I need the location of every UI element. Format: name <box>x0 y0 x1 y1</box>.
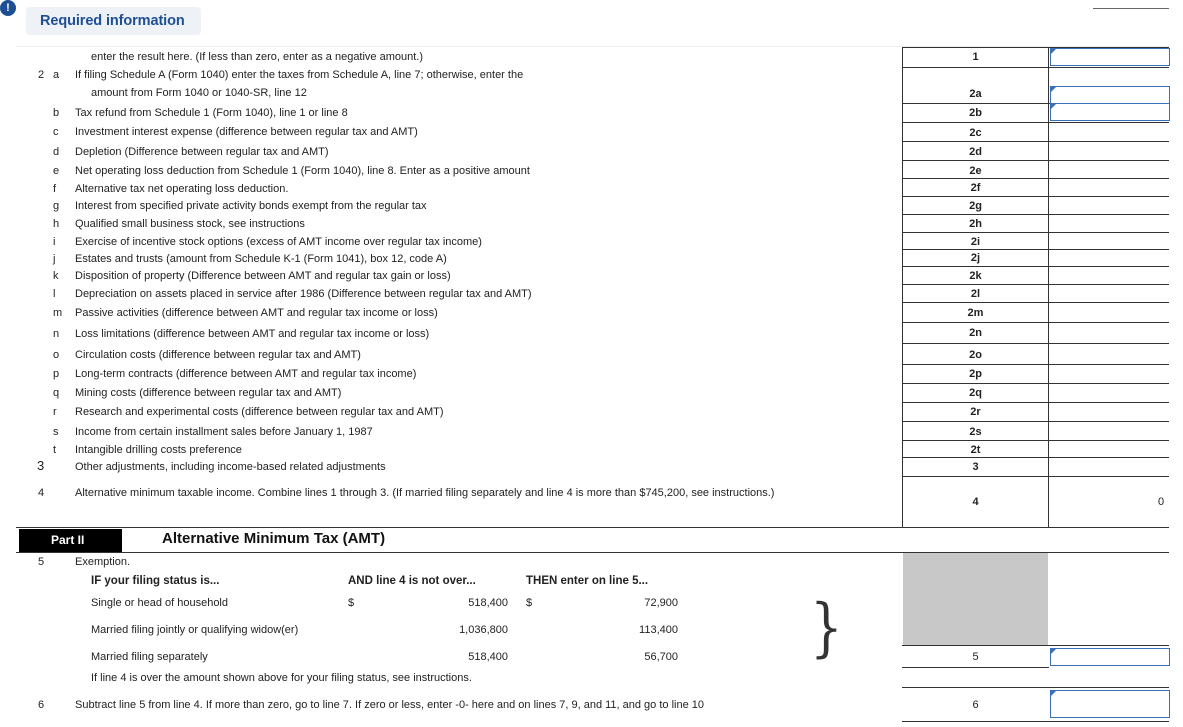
line-text: Qualified small business stock, see instructions <box>75 218 305 230</box>
line-label: 2p <box>969 368 982 380</box>
line-text: Alternative minimum taxable income. Combine lines 1 through 3. (If married filing separately and line 4 is more than $745,200, see instructions.) <box>75 487 775 499</box>
line-text: Long-term contracts (difference between AMT and regular tax income) <box>75 368 417 380</box>
line-label: 1 <box>972 51 979 63</box>
line-text: Research and experimental costs (difference between regular tax and AMT) <box>75 406 444 418</box>
line-letter: r <box>53 406 57 418</box>
limit-value: 518,400 <box>468 651 508 663</box>
dollar-sign: $ <box>348 597 355 609</box>
divider <box>902 160 1169 161</box>
line-label: 2a <box>969 88 982 100</box>
line-letter: e <box>53 165 60 177</box>
line-letter: b <box>53 107 60 119</box>
line-text: Alternative tax net operating loss deduction. <box>75 183 289 195</box>
line-letter: a <box>53 69 60 81</box>
required-info-title: Required information <box>40 13 185 29</box>
line-label: 2b <box>969 107 982 119</box>
line-number: 4 <box>38 487 45 499</box>
limit-value: 518,400 <box>468 597 508 609</box>
dollar-sign: $ <box>526 597 533 609</box>
line-letter: f <box>53 183 57 195</box>
line-label: 2d <box>969 146 982 158</box>
line-text: amount from Form 1040 or 1040-SR, line 12 <box>91 87 307 99</box>
line-letter: t <box>53 444 57 456</box>
divider <box>902 196 1169 197</box>
line-text: enter the result here. (If less than zero, enter as a negative amount.) <box>91 51 424 63</box>
divider <box>902 402 1169 403</box>
divider <box>16 527 1169 528</box>
amount-input-line-6[interactable] <box>1050 690 1170 718</box>
line-label: 2q <box>969 387 982 399</box>
line-label: 3 <box>972 461 979 473</box>
line-letter: s <box>53 426 59 438</box>
exemption-amount: 113,400 <box>639 624 678 636</box>
line-label: 2i <box>970 236 981 248</box>
line-label: 2o <box>969 349 982 361</box>
divider <box>902 421 1169 422</box>
line-letter: p <box>53 368 60 380</box>
amount-input-line-2a[interactable] <box>1050 86 1170 104</box>
divider <box>902 687 1169 688</box>
part-badge: Part II <box>19 529 122 552</box>
line-text: Disposition of property (Difference between AMT and regular tax gain or loss) <box>75 270 451 282</box>
divider <box>902 645 1169 646</box>
amount-value: 0 <box>1158 496 1165 508</box>
divider <box>902 302 1169 303</box>
line-number: 3 <box>37 458 45 473</box>
table-header: IF your filing status is... <box>91 575 220 587</box>
line-letter: l <box>53 288 56 300</box>
brace: } <box>810 591 843 665</box>
divider <box>902 284 1169 285</box>
divider <box>1093 8 1169 9</box>
line-text: Estates and trusts (amount from Schedule K-1 (Form 1041), box 12, code A) <box>75 253 447 265</box>
line-letter: m <box>53 307 63 319</box>
line-label: 2s <box>969 426 982 438</box>
line-text: Depletion (Difference between regular tax and AMT) <box>75 146 329 158</box>
limit-value: 1,036,800 <box>459 624 508 636</box>
line-label: 6 <box>972 699 979 711</box>
divider <box>902 232 1169 233</box>
line-label: 2k <box>969 270 982 282</box>
line-label: 2h <box>969 218 982 230</box>
divider <box>902 47 1169 48</box>
part-title: Alternative Minimum Tax (AMT) <box>162 530 386 547</box>
filing-status: Married filing jointly or qualifying widow(er) <box>91 624 299 636</box>
line-letter: q <box>53 387 60 399</box>
line-label: 5 <box>972 651 979 663</box>
divider <box>902 364 1169 365</box>
line-label: 2m <box>967 307 984 319</box>
line-text: Tax refund from Schedule 1 (Form 1040), line 1 or line 8 <box>75 107 348 119</box>
line-label: 2j <box>970 252 981 264</box>
amount-input-line-2b[interactable] <box>1050 103 1170 121</box>
line-label: 2g <box>969 200 982 212</box>
line-letter: o <box>53 349 60 361</box>
line-text: Loss limitations (difference between AMT and regular tax income or loss) <box>75 328 430 340</box>
line-text: If filing Schedule A (Form 1040) enter the taxes from Schedule A, line 7; otherwise, enter the <box>75 69 524 81</box>
line-text: Mining costs (difference between regular tax and AMT) <box>75 387 342 399</box>
divider <box>902 249 1169 250</box>
amount-input-line-1[interactable] <box>1050 48 1170 66</box>
line-letter: n <box>53 328 60 340</box>
divider <box>902 476 1169 477</box>
filing-status: Married filing separately <box>91 651 208 663</box>
line-letter: k <box>53 270 59 282</box>
line-label: 2e <box>969 165 982 177</box>
line-number: 5 <box>38 556 45 568</box>
divider <box>902 67 1169 68</box>
line-text: Other adjustments, including income-based related adjustments <box>75 461 386 473</box>
line-number: 6 <box>38 699 45 711</box>
line-text: Circulation costs (difference between regular tax and AMT) <box>75 349 361 361</box>
line-text: Passive activities (difference between AMT and regular tax income or loss) <box>75 307 438 319</box>
divider <box>902 343 1169 344</box>
line-letter: h <box>53 218 60 230</box>
filing-status: Single or head of household <box>91 597 228 609</box>
divider <box>902 122 1169 123</box>
line-letter: c <box>53 126 59 138</box>
divider <box>902 667 1049 668</box>
line-text: Exemption. <box>75 556 131 568</box>
line-label: 2c <box>969 127 982 139</box>
line-text: Interest from specified private activity bonds exempt from the regular tax <box>75 200 427 212</box>
line-letter: g <box>53 200 60 212</box>
line-letter: d <box>53 146 60 158</box>
line-text: Intangible drilling costs preference <box>75 444 242 456</box>
line-label: 4 <box>972 496 979 508</box>
line-text: Net operating loss deduction from Schedule 1 (Form 1040), line 8. Enter as a positive amount <box>75 165 530 177</box>
line-number: 2 <box>38 69 45 81</box>
divider <box>902 457 1169 458</box>
divider <box>902 383 1169 384</box>
line-text: Income from certain installment sales before January 1, 1987 <box>75 426 373 438</box>
line-text: Investment interest expense (difference between regular tax and AMT) <box>75 126 418 138</box>
line-label: 2f <box>970 182 981 194</box>
divider <box>902 721 1169 722</box>
amount-input-line-5[interactable] <box>1050 648 1170 666</box>
exemption-amount: 72,900 <box>644 597 678 609</box>
table-header: AND line 4 is not over... <box>348 575 476 587</box>
table-header: THEN enter on line 5... <box>526 575 649 587</box>
divider <box>902 440 1169 441</box>
line-text: Subtract line 5 from line 4. If more than zero, go to line 7. If zero or less, enter -0- here and on lines 7, 9, and 11, and go to line 10 <box>75 699 704 711</box>
shaded-cell <box>903 553 1048 645</box>
footnote: If line 4 is over the amount shown above for your filing status, see instructions. <box>91 672 472 684</box>
divider <box>902 178 1169 179</box>
line-label: 2r <box>970 406 981 418</box>
divider <box>902 214 1169 215</box>
line-label: 2n <box>969 327 982 339</box>
line-letter: i <box>53 236 56 248</box>
exemption-amount: 56,700 <box>644 651 678 663</box>
amount-column-border <box>1048 47 1049 527</box>
line-text: Exercise of incentive stock options (excess of AMT income over regular tax income) <box>75 236 482 248</box>
divider <box>902 141 1169 142</box>
divider <box>902 322 1169 323</box>
line-label: 2t <box>970 444 981 456</box>
line-text: Depreciation on assets placed in service after 1986 (Difference between regular tax and AMT) <box>75 288 532 300</box>
line-label: 2l <box>970 288 981 300</box>
divider <box>902 266 1169 267</box>
line-letter: j <box>53 253 56 265</box>
alert-icon: ! <box>0 0 16 16</box>
